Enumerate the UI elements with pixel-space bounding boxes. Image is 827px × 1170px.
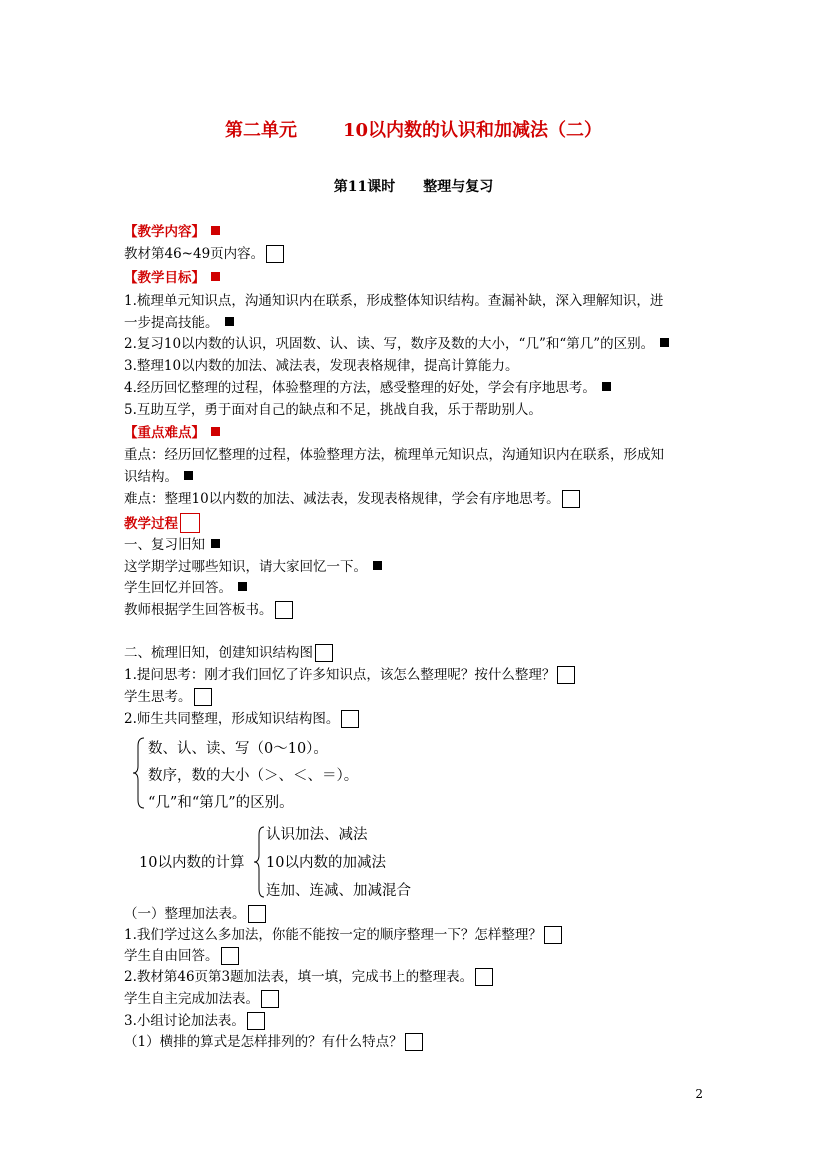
process-line: 学生回忆并回答。 (124, 578, 247, 598)
square-marker-icon (660, 338, 669, 347)
empty-box-icon (247, 1012, 265, 1030)
process-line: 这学期学过哪些知识，请大家回忆一下。 (124, 557, 382, 577)
empty-box-icon (475, 968, 493, 986)
process-heading: 教学过程 (124, 513, 200, 534)
empty-box-icon (248, 905, 266, 923)
content-heading: 【教学内容】 (124, 222, 220, 242)
empty-box-icon (266, 245, 284, 263)
process-line: 教师根据学生回答板书。 (124, 600, 293, 620)
empty-box-icon (315, 644, 333, 662)
brace-icon (130, 736, 150, 810)
goal-line: 1.梳理单元知识点，沟通知识内在联系，形成整体知识结构。查漏补缺，深入理解知识，进 (124, 293, 664, 309)
diagram-item: 数序，数的大小（＞、＜、＝）。 (148, 768, 359, 784)
process-line: 3.小组讨论加法表。 (124, 1011, 265, 1031)
process-line: （一）整理加法表。 (124, 904, 266, 924)
goal-line: 4.经历回忆整理的过程，体验整理的方法，感受整理的好处，学会有序地思考。 (124, 378, 611, 398)
brace-icon (252, 825, 266, 899)
empty-box-icon (557, 666, 575, 684)
lesson-number: 第11课时 (333, 179, 396, 195)
process-line: （1）横排的算式是怎样排列的？有什么特点？ (124, 1032, 423, 1052)
empty-box-icon (544, 926, 562, 944)
diagram-item: 10以内数的加减法 (266, 855, 386, 871)
process-line: 1.提问思考：刚才我们回忆了许多知识点，该怎么整理呢？按什么整理？ (124, 665, 575, 685)
page-number: 2 (695, 1087, 703, 1101)
square-marker-icon (184, 471, 193, 480)
key-line: 识结构。 (124, 467, 193, 487)
process-line: 1.我们学过这么多加法，你能不能按一定的顺序整理一下？怎样整理？ (124, 925, 562, 945)
square-marker-icon (373, 561, 382, 570)
square-marker-icon (238, 582, 247, 591)
diagram-item: 数、认、读、写（0～10）。 (148, 741, 328, 757)
empty-box-icon (341, 710, 359, 728)
goals-heading: 【教学目标】 (124, 268, 220, 288)
goal-line: 2.复习10以内数的认识，巩固数、认、读、写，数序及数的大小，“几”和“第几”的区别。 (124, 334, 669, 354)
process-line: 二、梳理旧知，创建知识结构图 (124, 643, 333, 663)
process-line: 学生自主完成加法表。 (124, 989, 279, 1009)
lesson-topic: 整理与复习 (423, 179, 494, 195)
process-line: 2.教材第46页第3题加法表，填一填，完成书上的整理表。 (124, 967, 493, 987)
key-heading: 【重点难点】 (124, 423, 220, 443)
diagram-root: 10以内数的计算 (139, 855, 245, 871)
key-line: 难点：整理10以内数的加法、减法表，发现表格规律，学会有序地思考。 (124, 489, 580, 509)
square-marker-icon (211, 272, 220, 281)
unit-topic: 10以内数的认识和加减法（二） (342, 120, 603, 141)
empty-box-icon (180, 513, 200, 533)
process-line: 学生思考。 (124, 687, 212, 707)
diagram-item: 认识加法、减法 (266, 827, 368, 843)
empty-box-icon (562, 490, 580, 508)
square-marker-icon (211, 539, 220, 548)
square-marker-icon (602, 382, 611, 391)
square-marker-icon (211, 427, 220, 436)
empty-box-icon (261, 990, 279, 1008)
diagram-item: “几”和“第几”的区别。 (148, 795, 294, 811)
empty-box-icon (221, 947, 239, 965)
process-line: 学生自由回答。 (124, 946, 239, 966)
goal-line: 一步提高技能。 (124, 313, 234, 333)
page-title (0, 116, 827, 142)
goal-line: 3.整理10以内数的加法、减法表，发现表格规律，提高计算能力。 (124, 358, 519, 374)
unit-label: 第二单元 (224, 120, 297, 141)
key-line: 重点：经历回忆整理的过程，体验整理方法，梳理单元知识点，沟通知识内在联系，形成知 (124, 447, 664, 463)
process-line: 2.师生共同整理，形成知识结构图。 (124, 709, 359, 729)
square-marker-icon (211, 226, 220, 235)
process-line: 一、复习旧知 (124, 535, 220, 555)
goal-line: 5.互助互学，勇于面对自己的缺点和不足，挑战自我，乐于帮助别人。 (124, 402, 542, 418)
empty-box-icon (194, 688, 212, 706)
lesson-title (0, 176, 827, 196)
empty-box-icon (405, 1033, 423, 1051)
empty-box-icon (275, 601, 293, 619)
diagram-item: 连加、连减、加减混合 (266, 883, 411, 899)
content-text: 教材第46~49页内容。 (124, 244, 284, 264)
square-marker-icon (225, 317, 234, 326)
